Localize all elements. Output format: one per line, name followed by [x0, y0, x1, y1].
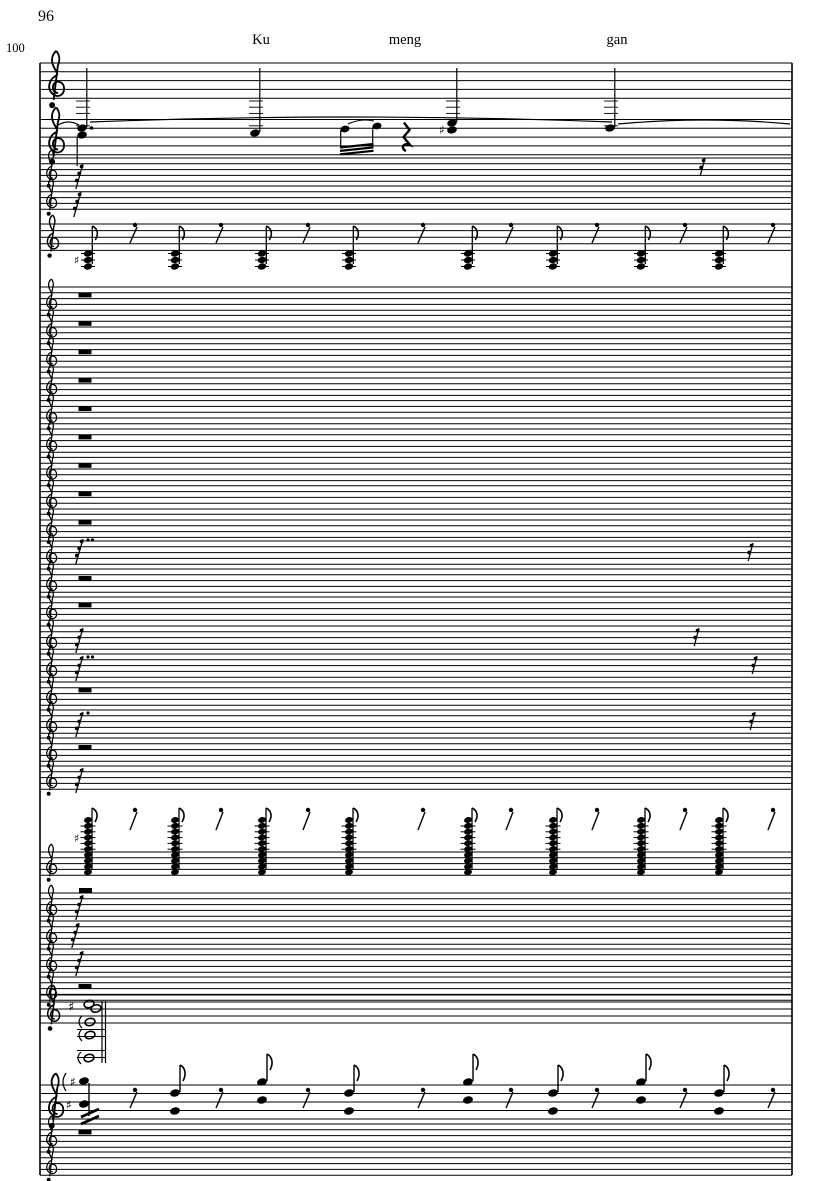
treble-clef-icon [47, 178, 57, 216]
treble-clef-icon [47, 449, 57, 487]
treble-clef-icon [47, 393, 57, 431]
svg-text:♯: ♯ [74, 254, 80, 267]
treble-clef-icon [47, 364, 57, 402]
treble-clef-icon [48, 985, 60, 1031]
treble-clef-icon [47, 336, 57, 374]
score-root [40, 51, 792, 1181]
page-number: 96 [38, 8, 54, 25]
lyric-syllable-1: Ku [252, 32, 270, 48]
treble-clef-icon [47, 758, 57, 796]
measure-number: 100 [6, 41, 25, 55]
treble-clef-icon [49, 51, 64, 108]
treble-clef-icon [47, 844, 57, 882]
svg-text:♯: ♯ [68, 1000, 75, 1015]
treble-clef-icon [49, 1073, 63, 1128]
treble-clef-icon [47, 279, 57, 317]
svg-text:♯: ♯ [74, 832, 80, 845]
lyric-syllable-3: gan [606, 32, 628, 48]
svg-text:♯: ♯ [66, 1098, 72, 1112]
treble-clef-icon [47, 421, 57, 459]
svg-text:♯: ♯ [70, 1075, 76, 1089]
treble-clef-icon [47, 478, 57, 516]
treble-clef-icon [47, 307, 57, 345]
treble-clef-icon [47, 589, 57, 627]
lyric-syllable-2: meng [388, 32, 422, 48]
treble-clef-icon [47, 215, 58, 258]
svg-text:♯: ♯ [439, 123, 445, 137]
treble-clef-icon [49, 107, 64, 164]
